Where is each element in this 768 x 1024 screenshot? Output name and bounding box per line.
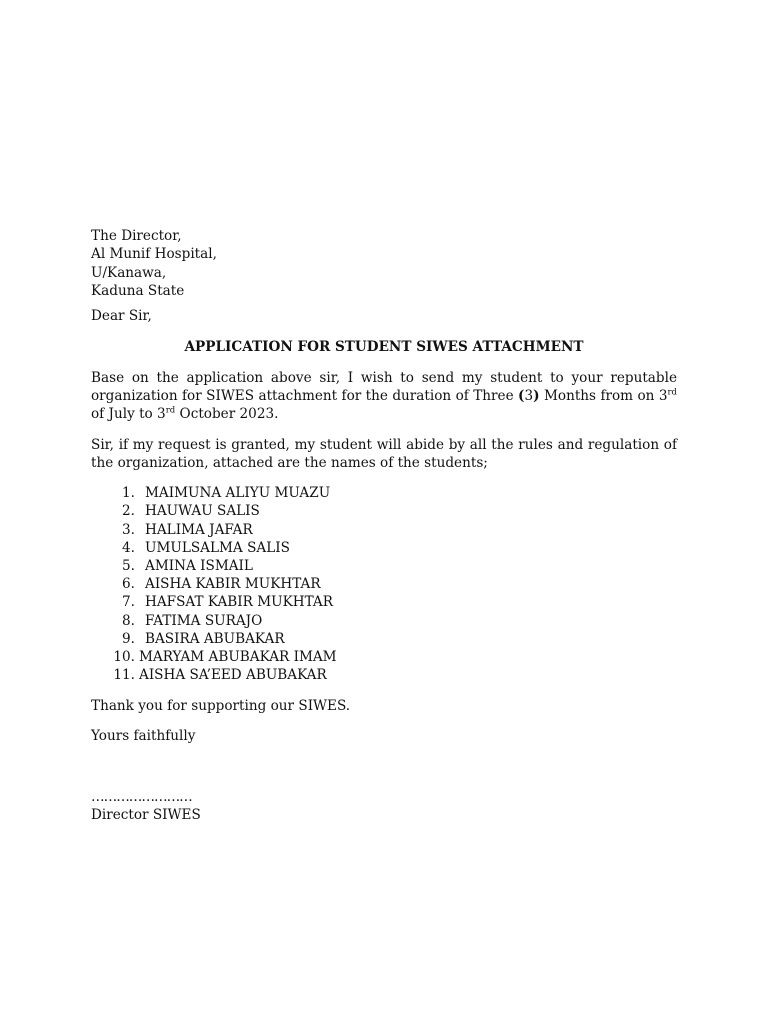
student-name: UMULSALMA SALIS (145, 539, 290, 556)
student-name: HAUWAU SALIS (145, 503, 260, 520)
list-item (91, 575, 677, 593)
duration-number: 3 (524, 388, 534, 405)
recipient-address (91, 227, 677, 300)
list-number: 8. (122, 612, 135, 629)
ordinal-suffix: rd (667, 387, 677, 398)
list-item (91, 557, 677, 575)
salutation: Dear Sir, (91, 308, 152, 325)
list-item (91, 593, 677, 611)
student-name: FATIMA SURAJO (145, 612, 263, 629)
list-item (91, 484, 677, 502)
list-item (91, 666, 677, 684)
list-item (91, 612, 677, 630)
signature-line: …………………… (91, 789, 192, 806)
list-number: 2. (122, 503, 135, 520)
student-name: MARYAM ABUBAKAR IMAM (139, 649, 337, 666)
student-name: MAIMUNA ALIYU MUAZU (145, 485, 331, 502)
list-number: 3. (122, 521, 135, 538)
paragraph-conditions: Sir, if my request is granted, my student will abide by all the rules and regulation of the organization, attached are the names of the students; (91, 436, 677, 471)
list-number: 6. (122, 576, 135, 593)
paragraph-text: Base on the application above sir, I wish to send my student to your reputable organization for SIWES attachment for the duration of Three (91, 369, 677, 405)
letter-body (91, 227, 677, 825)
list-item (91, 539, 677, 557)
list-number: 10. (113, 649, 135, 666)
recipient-state: Kaduna State (91, 282, 185, 299)
list-item (91, 648, 677, 666)
student-name: HAFSAT KABIR MUKHTAR (145, 594, 333, 611)
student-list (91, 484, 677, 684)
list-item (91, 502, 677, 520)
list-number: 5. (122, 558, 135, 575)
student-name: AMINA ISMAIL (145, 558, 253, 575)
signatory-title: Director SIWES (91, 807, 201, 824)
student-name: AISHA SA’EED ABUBAKAR (139, 667, 327, 684)
list-item (91, 521, 677, 539)
list-number: 4. (122, 539, 135, 556)
recipient-locality: U/Kanawa, (91, 264, 167, 281)
paren-open: ( (518, 388, 525, 405)
student-name: AISHA KABIR MUKHTAR (145, 576, 321, 593)
paragraph-text: October 2023. (175, 406, 279, 423)
recipient-title: The Director, (91, 228, 182, 244)
thanks-line: Thank you for supporting our SIWES. (91, 697, 351, 714)
student-name: HALIMA JAFAR (145, 521, 253, 538)
ordinal-suffix: rd (165, 405, 176, 416)
paren-close: ) (533, 388, 540, 405)
student-name: BASIRA ABUBAKAR (145, 630, 285, 647)
letter-subject: APPLICATION FOR STUDENT SIWES ATTACHMENT (184, 339, 584, 356)
list-number: 9. (122, 630, 135, 647)
paragraph-text: of July to 3 (91, 406, 166, 423)
list-number: 11. (113, 667, 135, 684)
recipient-organization: Al Munif Hospital, (91, 246, 217, 263)
paragraph-text: Months from on 3 (539, 388, 668, 405)
list-number: 7. (122, 594, 135, 611)
closing-line: Yours faithfully (91, 727, 196, 744)
paragraph-request (91, 369, 677, 424)
list-item (91, 630, 677, 648)
list-number: 1. (122, 485, 135, 502)
